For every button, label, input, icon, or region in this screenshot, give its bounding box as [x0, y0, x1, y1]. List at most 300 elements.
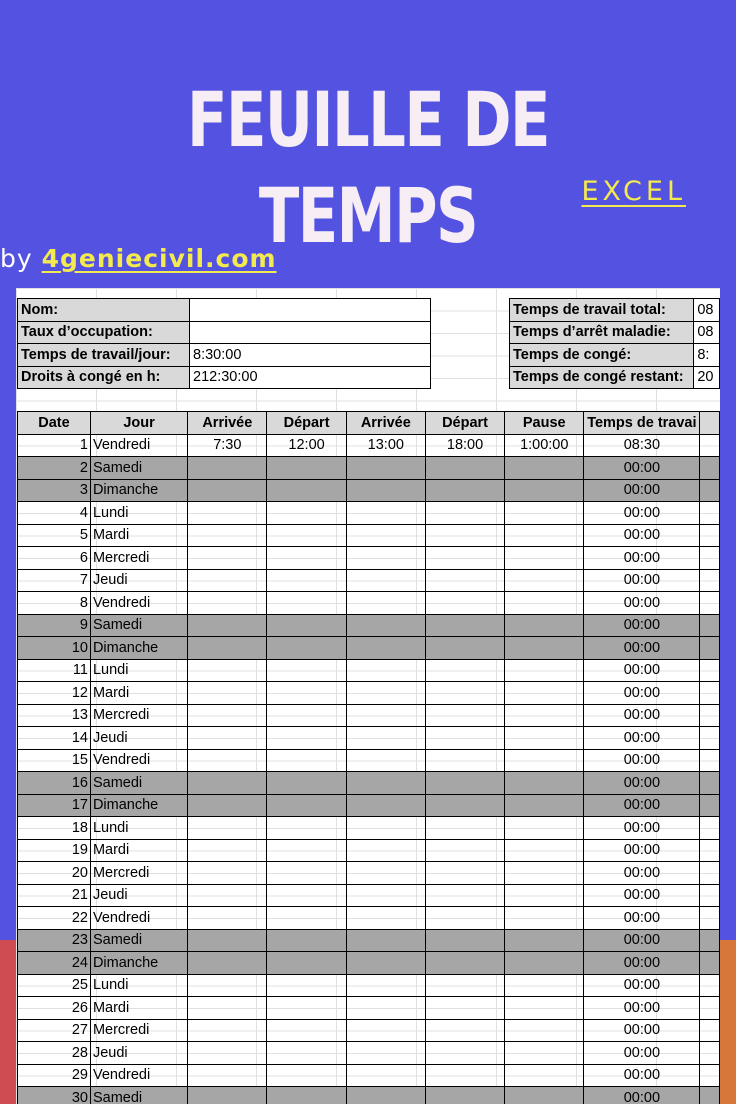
arrival-cell[interactable] — [188, 974, 267, 997]
info-label: Temps de congé restant: — [510, 366, 694, 389]
work-time-cell: 00:00 — [584, 704, 700, 727]
departure-cell[interactable] — [267, 1064, 346, 1087]
arrival-cell[interactable] — [346, 1019, 425, 1042]
arrival-cell[interactable] — [346, 817, 425, 840]
departure-cell[interactable] — [425, 502, 504, 525]
departure-cell[interactable] — [267, 614, 346, 637]
departure-cell[interactable] — [425, 929, 504, 952]
day-cell: Lundi — [90, 659, 187, 682]
arrival-cell[interactable] — [346, 794, 425, 817]
day-cell: Samedi — [90, 457, 187, 480]
date-cell: 13 — [18, 704, 91, 727]
table-row — [18, 907, 720, 930]
info-label: Temps d’arrêt maladie: — [510, 321, 694, 344]
pause-cell[interactable] — [505, 479, 584, 502]
table-row — [18, 524, 720, 547]
day-cell: Dimanche — [90, 794, 187, 817]
date-cell: 15 — [18, 749, 91, 772]
extra-cell — [700, 592, 720, 615]
extra-cell — [700, 772, 720, 795]
date-cell: 23 — [18, 929, 91, 952]
table-row — [18, 1042, 720, 1065]
departure-cell[interactable] — [267, 502, 346, 525]
date-cell: 1 — [18, 434, 91, 457]
departure-cell[interactable] — [267, 1087, 346, 1104]
departure-cell[interactable] — [425, 772, 504, 795]
arrival-cell[interactable] — [346, 569, 425, 592]
arrival-cell[interactable] — [188, 749, 267, 772]
pause-cell[interactable] — [505, 727, 584, 750]
departure-cell[interactable] — [425, 907, 504, 930]
column-header: Jour — [90, 412, 187, 435]
work-time-cell: 00:00 — [584, 727, 700, 750]
date-cell: 24 — [18, 952, 91, 975]
arrival-cell[interactable] — [346, 479, 425, 502]
departure-cell[interactable] — [425, 1042, 504, 1065]
extra-cell — [700, 614, 720, 637]
arrival-cell[interactable] — [188, 772, 267, 795]
arrival-cell[interactable] — [188, 952, 267, 975]
day-cell: Vendredi — [90, 592, 187, 615]
pause-cell[interactable] — [505, 1042, 584, 1065]
info-label: Nom: — [18, 299, 190, 322]
extra-cell — [700, 704, 720, 727]
arrival-cell[interactable] — [346, 457, 425, 480]
date-cell: 11 — [18, 659, 91, 682]
arrival-cell[interactable] — [188, 637, 267, 660]
departure-cell[interactable] — [425, 1087, 504, 1104]
arrival-cell[interactable] — [188, 907, 267, 930]
day-cell: Dimanche — [90, 637, 187, 660]
departure-cell[interactable] — [267, 659, 346, 682]
info-value-cell[interactable] — [190, 299, 431, 322]
arrival-cell[interactable] — [346, 952, 425, 975]
column-header-extra — [700, 412, 720, 435]
date-cell: 25 — [18, 974, 91, 997]
departure-cell[interactable] — [425, 614, 504, 637]
arrival-cell[interactable] — [346, 884, 425, 907]
work-time-cell: 00:00 — [584, 772, 700, 795]
day-cell: Jeudi — [90, 569, 187, 592]
date-cell: 4 — [18, 502, 91, 525]
arrival-cell[interactable] — [346, 1087, 425, 1104]
arrival-cell[interactable] — [188, 1064, 267, 1087]
pause-cell[interactable] — [505, 884, 584, 907]
page-subtitle: EXCEL — [581, 176, 686, 207]
departure-cell[interactable] — [267, 749, 346, 772]
date-cell: 17 — [18, 794, 91, 817]
work-time-cell: 00:00 — [584, 862, 700, 885]
departure-cell[interactable] — [425, 997, 504, 1020]
pause-cell[interactable] — [505, 637, 584, 660]
pause-cell[interactable] — [505, 569, 584, 592]
day-cell: Samedi — [90, 772, 187, 795]
departure-cell[interactable] — [267, 794, 346, 817]
table-row — [18, 929, 720, 952]
arrival-cell[interactable] — [188, 592, 267, 615]
byline-by: by — [0, 244, 33, 273]
day-cell: Dimanche — [90, 479, 187, 502]
work-time-cell: 00:00 — [584, 457, 700, 480]
arrival-cell[interactable] — [188, 614, 267, 637]
arrival-cell[interactable]: 7:30 — [188, 434, 267, 457]
arrival-cell[interactable] — [346, 772, 425, 795]
day-cell: Mercredi — [90, 547, 187, 570]
departure-cell[interactable] — [425, 682, 504, 705]
info-value-cell[interactable] — [190, 321, 431, 344]
date-cell: 29 — [18, 1064, 91, 1087]
departure-cell[interactable]: 12:00 — [267, 434, 346, 457]
day-cell: Mardi — [90, 524, 187, 547]
arrival-cell[interactable] — [188, 659, 267, 682]
pause-cell[interactable]: 1:00:00 — [505, 434, 584, 457]
pause-cell[interactable] — [505, 907, 584, 930]
extra-cell — [700, 547, 720, 570]
arrival-cell[interactable] — [346, 749, 425, 772]
extra-cell — [700, 749, 720, 772]
timesheet-table — [17, 411, 720, 1104]
arrival-cell[interactable] — [346, 547, 425, 570]
extra-cell — [700, 794, 720, 817]
departure-cell[interactable] — [267, 682, 346, 705]
info-row — [510, 321, 720, 344]
extra-cell — [700, 862, 720, 885]
extra-cell — [700, 502, 720, 525]
arrival-cell[interactable] — [346, 862, 425, 885]
info-row — [18, 321, 431, 344]
departure-cell[interactable] — [425, 637, 504, 660]
departure-cell[interactable] — [267, 1019, 346, 1042]
departure-cell[interactable] — [267, 457, 346, 480]
arrival-cell[interactable] — [188, 479, 267, 502]
pause-cell[interactable] — [505, 974, 584, 997]
corner-stripe-right — [720, 940, 736, 1104]
arrival-cell[interactable] — [346, 997, 425, 1020]
departure-cell[interactable] — [425, 457, 504, 480]
table-row — [18, 952, 720, 975]
table-row — [18, 1087, 720, 1104]
date-cell: 6 — [18, 547, 91, 570]
pause-cell[interactable] — [505, 457, 584, 480]
arrival-cell[interactable] — [188, 839, 267, 862]
work-time-cell: 00:00 — [584, 637, 700, 660]
day-cell: Samedi — [90, 929, 187, 952]
arrival-cell[interactable] — [188, 524, 267, 547]
extra-cell — [700, 569, 720, 592]
work-time-cell: 00:00 — [584, 839, 700, 862]
work-time-cell: 00:00 — [584, 1087, 700, 1104]
table-row — [18, 637, 720, 660]
arrival-cell[interactable] — [346, 614, 425, 637]
pause-cell[interactable] — [505, 929, 584, 952]
table-row — [18, 772, 720, 795]
departure-cell[interactable] — [425, 952, 504, 975]
column-header: Départ — [267, 412, 346, 435]
date-cell: 7 — [18, 569, 91, 592]
pause-cell[interactable] — [505, 997, 584, 1020]
departure-cell[interactable] — [425, 817, 504, 840]
departure-cell[interactable] — [267, 524, 346, 547]
pause-cell[interactable] — [505, 862, 584, 885]
table-row — [18, 547, 720, 570]
departure-cell[interactable] — [267, 862, 346, 885]
departure-cell[interactable] — [267, 884, 346, 907]
date-cell: 28 — [18, 1042, 91, 1065]
info-value-cell[interactable]: 8:30:00 — [190, 344, 431, 367]
departure-cell[interactable] — [267, 1042, 346, 1065]
extra-cell — [700, 817, 720, 840]
pause-cell[interactable] — [505, 749, 584, 772]
arrival-cell[interactable] — [346, 1064, 425, 1087]
extra-cell — [700, 1019, 720, 1042]
arrival-cell[interactable] — [188, 547, 267, 570]
pause-cell[interactable] — [505, 794, 584, 817]
extra-cell — [700, 997, 720, 1020]
departure-cell[interactable] — [425, 1019, 504, 1042]
arrival-cell[interactable] — [346, 659, 425, 682]
date-cell: 21 — [18, 884, 91, 907]
departure-cell[interactable] — [425, 974, 504, 997]
arrival-cell[interactable] — [188, 794, 267, 817]
arrival-cell[interactable] — [346, 907, 425, 930]
work-time-cell: 00:00 — [584, 524, 700, 547]
table-row — [18, 434, 720, 457]
departure-cell[interactable] — [425, 704, 504, 727]
pause-cell[interactable] — [505, 1087, 584, 1104]
arrival-cell[interactable] — [188, 682, 267, 705]
extra-cell — [700, 1064, 720, 1087]
pause-cell[interactable] — [505, 772, 584, 795]
departure-cell[interactable] — [267, 547, 346, 570]
departure-cell[interactable] — [267, 997, 346, 1020]
day-cell: Lundi — [90, 502, 187, 525]
info-right-box — [509, 298, 720, 389]
pause-cell[interactable] — [505, 502, 584, 525]
work-time-cell: 00:00 — [584, 614, 700, 637]
pause-cell[interactable] — [505, 614, 584, 637]
column-header: Arrivée — [188, 412, 267, 435]
date-cell: 16 — [18, 772, 91, 795]
departure-cell[interactable] — [425, 839, 504, 862]
info-value-cell[interactable]: 8: — [694, 344, 720, 367]
arrival-cell[interactable] — [346, 592, 425, 615]
day-cell: Samedi — [90, 614, 187, 637]
pause-cell[interactable] — [505, 1019, 584, 1042]
column-header: Date — [18, 412, 91, 435]
departure-cell[interactable] — [425, 547, 504, 570]
work-time-cell: 00:00 — [584, 659, 700, 682]
work-time-cell: 00:00 — [584, 592, 700, 615]
day-cell: Dimanche — [90, 952, 187, 975]
departure-cell[interactable] — [267, 974, 346, 997]
date-cell: 26 — [18, 997, 91, 1020]
extra-cell — [700, 952, 720, 975]
departure-cell[interactable] — [425, 749, 504, 772]
arrival-cell[interactable] — [346, 682, 425, 705]
departure-cell[interactable] — [425, 727, 504, 750]
departure-cell[interactable]: 18:00 — [425, 434, 504, 457]
arrival-cell[interactable] — [346, 502, 425, 525]
arrival-cell[interactable] — [346, 839, 425, 862]
pause-cell[interactable] — [505, 659, 584, 682]
date-cell: 20 — [18, 862, 91, 885]
work-time-cell: 00:00 — [584, 1019, 700, 1042]
departure-cell[interactable] — [425, 569, 504, 592]
date-cell: 22 — [18, 907, 91, 930]
day-cell: Jeudi — [90, 884, 187, 907]
info-value-cell[interactable]: 08 — [694, 299, 720, 322]
table-row — [18, 457, 720, 480]
arrival-cell[interactable] — [188, 884, 267, 907]
table-row — [18, 479, 720, 502]
date-cell: 8 — [18, 592, 91, 615]
pause-cell[interactable] — [505, 952, 584, 975]
info-row — [18, 299, 431, 322]
extra-cell — [700, 929, 720, 952]
extra-cell — [700, 1087, 720, 1104]
arrival-cell[interactable] — [188, 1042, 267, 1065]
date-cell: 18 — [18, 817, 91, 840]
departure-cell[interactable] — [425, 592, 504, 615]
site-link[interactable]: 4geniecivil.com — [41, 244, 277, 273]
departure-cell[interactable] — [425, 862, 504, 885]
departure-cell[interactable] — [267, 569, 346, 592]
work-time-cell: 00:00 — [584, 1064, 700, 1087]
day-cell: Samedi — [90, 1087, 187, 1104]
arrival-cell[interactable] — [188, 704, 267, 727]
work-time-cell: 00:00 — [584, 952, 700, 975]
day-cell: Vendredi — [90, 749, 187, 772]
table-row — [18, 997, 720, 1020]
departure-cell[interactable] — [425, 884, 504, 907]
pause-cell[interactable] — [505, 682, 584, 705]
arrival-cell[interactable] — [346, 704, 425, 727]
info-label: Temps de travail total: — [510, 299, 694, 322]
departure-cell[interactable] — [425, 1064, 504, 1087]
arrival-cell[interactable] — [188, 862, 267, 885]
departure-cell[interactable] — [425, 659, 504, 682]
extra-cell — [700, 907, 720, 930]
departure-cell[interactable] — [267, 727, 346, 750]
date-cell: 10 — [18, 637, 91, 660]
arrival-cell[interactable] — [346, 727, 425, 750]
column-header: Départ — [425, 412, 504, 435]
info-value-cell[interactable]: 20 — [694, 366, 720, 389]
work-time-cell: 00:00 — [584, 569, 700, 592]
work-time-cell: 00:00 — [584, 974, 700, 997]
work-time-cell: 00:00 — [584, 907, 700, 930]
work-time-cell: 00:00 — [584, 479, 700, 502]
arrival-cell[interactable] — [346, 929, 425, 952]
departure-cell[interactable] — [267, 637, 346, 660]
table-row — [18, 794, 720, 817]
table-row — [18, 1019, 720, 1042]
date-cell: 19 — [18, 839, 91, 862]
date-cell: 9 — [18, 614, 91, 637]
pause-cell[interactable] — [505, 839, 584, 862]
pause-cell[interactable] — [505, 817, 584, 840]
arrival-cell[interactable] — [346, 637, 425, 660]
departure-cell[interactable] — [425, 479, 504, 502]
extra-cell — [700, 524, 720, 547]
extra-cell — [700, 637, 720, 660]
departure-cell[interactable] — [267, 772, 346, 795]
day-cell: Lundi — [90, 974, 187, 997]
departure-cell[interactable] — [267, 479, 346, 502]
pause-cell[interactable] — [505, 547, 584, 570]
pause-cell[interactable] — [505, 704, 584, 727]
departure-cell[interactable] — [267, 952, 346, 975]
departure-cell[interactable] — [267, 929, 346, 952]
work-time-cell: 00:00 — [584, 682, 700, 705]
arrival-cell[interactable] — [188, 502, 267, 525]
arrival-cell[interactable] — [346, 974, 425, 997]
extra-cell — [700, 434, 720, 457]
info-label: Taux d’occupation: — [18, 321, 190, 344]
day-cell: Jeudi — [90, 1042, 187, 1065]
table-row — [18, 1064, 720, 1087]
spreadsheet — [16, 288, 720, 1104]
arrival-cell[interactable] — [188, 817, 267, 840]
extra-cell — [700, 682, 720, 705]
byline — [0, 244, 277, 273]
date-cell: 27 — [18, 1019, 91, 1042]
day-cell: Mercredi — [90, 704, 187, 727]
table-row — [18, 817, 720, 840]
day-cell: Mercredi — [90, 1019, 187, 1042]
departure-cell[interactable] — [267, 592, 346, 615]
date-cell: 14 — [18, 727, 91, 750]
arrival-cell[interactable] — [188, 997, 267, 1020]
table-row — [18, 502, 720, 525]
date-cell: 3 — [18, 479, 91, 502]
pause-cell[interactable] — [505, 592, 584, 615]
arrival-cell[interactable] — [346, 524, 425, 547]
info-row — [18, 344, 431, 367]
date-cell: 2 — [18, 457, 91, 480]
departure-cell[interactable] — [267, 839, 346, 862]
arrival-cell[interactable]: 13:00 — [346, 434, 425, 457]
table-row — [18, 862, 720, 885]
day-cell: Vendredi — [90, 907, 187, 930]
work-time-cell: 00:00 — [584, 547, 700, 570]
info-value-cell[interactable]: 212:30:00 — [190, 366, 431, 389]
departure-cell[interactable] — [267, 907, 346, 930]
arrival-cell[interactable] — [188, 457, 267, 480]
departure-cell[interactable] — [425, 794, 504, 817]
day-cell: Mardi — [90, 997, 187, 1020]
pause-cell[interactable] — [505, 1064, 584, 1087]
arrival-cell[interactable] — [188, 569, 267, 592]
arrival-cell[interactable] — [188, 1087, 267, 1104]
departure-cell[interactable] — [267, 704, 346, 727]
arrival-cell[interactable] — [346, 1042, 425, 1065]
pause-cell[interactable] — [505, 524, 584, 547]
date-cell: 5 — [18, 524, 91, 547]
arrival-cell[interactable] — [188, 1019, 267, 1042]
departure-cell[interactable] — [425, 524, 504, 547]
info-row — [510, 366, 720, 389]
work-time-cell: 00:00 — [584, 749, 700, 772]
extra-cell — [700, 839, 720, 862]
work-time-cell: 08:30 — [584, 434, 700, 457]
departure-cell[interactable] — [267, 817, 346, 840]
day-cell: Vendredi — [90, 434, 187, 457]
info-value-cell[interactable]: 08 — [694, 321, 720, 344]
arrival-cell[interactable] — [188, 727, 267, 750]
arrival-cell[interactable] — [188, 929, 267, 952]
day-cell: Lundi — [90, 817, 187, 840]
